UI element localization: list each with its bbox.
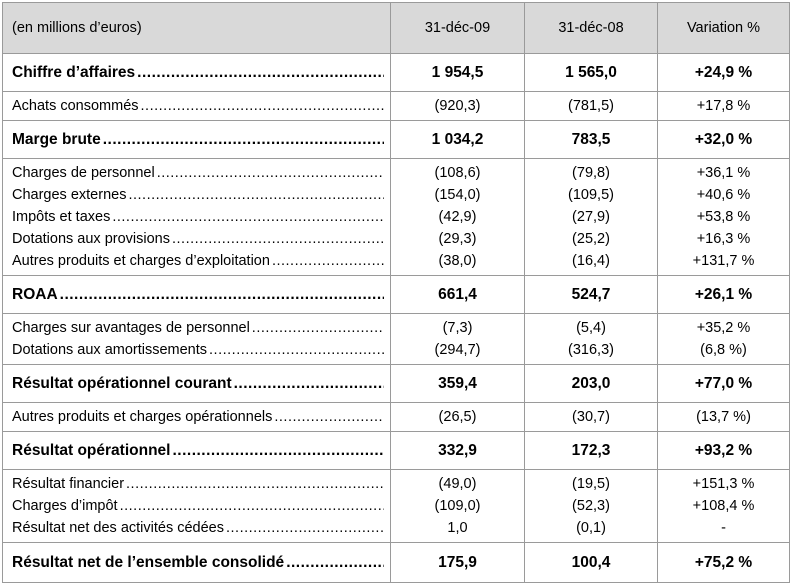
row-value-2008: (19,5) (572, 476, 610, 492)
row-value-2009: 1 954,5 (431, 63, 484, 81)
row-roaa (3, 276, 790, 314)
row-value-2008: (25,2) (572, 231, 610, 247)
row-label: Charges externes (12, 187, 127, 203)
row-label: Résultat opérationnel (12, 441, 171, 459)
row-group-financier (3, 470, 790, 543)
row-variation: +26,1 % (694, 285, 753, 303)
row-variation: +151,3 % (692, 476, 755, 492)
row-variation: +40,6 % (696, 187, 751, 203)
row-value-2008: (27,9) (572, 209, 610, 225)
row-variation: +24,9 % (694, 63, 753, 81)
row-variation: +17,8 % (696, 98, 751, 114)
row-variation: +75,2 % (694, 553, 753, 571)
row-group-charges (3, 159, 790, 276)
row-group-amortissements (3, 314, 790, 365)
row-value-2008: (79,8) (572, 165, 610, 181)
row-value-2008: 100,4 (571, 553, 611, 571)
row-variation: +32,0 % (694, 130, 753, 148)
row-label: Dotations aux provisions (12, 231, 170, 247)
header-row (3, 3, 790, 54)
row-label: Résultat opérationnel courant (12, 374, 232, 392)
row-resultat-operationnel-courant (3, 365, 790, 403)
row-label: Autres produits et charges d’exploitation (12, 253, 270, 269)
row-marge-brute (3, 121, 790, 159)
row-label: Achats consommés (12, 98, 139, 114)
row-label: Résultat financier (12, 476, 125, 492)
row-label: Chiffre d’affaires (12, 63, 136, 81)
row-value-2009: (42,9) (438, 209, 477, 225)
row-value-2009: 175,9 (438, 553, 477, 571)
row-variation: +53,8 % (696, 209, 751, 225)
row-value-2009: (294,7) (434, 342, 481, 358)
row-achats (3, 92, 790, 121)
row-label: Résultat net des activités cédées (12, 520, 224, 536)
row-value-2008: (109,5) (568, 187, 614, 203)
row-value-2009: 359,4 (438, 374, 477, 392)
row-value-2008: (30,7) (572, 409, 610, 425)
row-label: Charges sur avantages de personnel (12, 320, 250, 336)
row-value-2009: (920,3) (434, 98, 481, 114)
header-label: (en millions d’euros) (3, 3, 391, 54)
row-value-2008: (0,1) (576, 520, 606, 536)
row-label: Charges de personnel (12, 165, 155, 181)
row-resultat-operationnel (3, 432, 790, 470)
row-value-2008: (16,4) (572, 253, 610, 269)
row-variation: (13,7 %) (696, 409, 751, 425)
row-label: Autres produits et charges opérationnels (12, 409, 273, 425)
row-label: Impôts et taxes (12, 209, 111, 225)
row-resultat-net (3, 543, 790, 583)
row-label: ROAA (12, 285, 58, 303)
row-value-2009: (49,0) (438, 476, 477, 492)
row-value-2008: 524,7 (571, 285, 611, 303)
row-label: Dotations aux amortissements (12, 342, 208, 358)
header-col-2008: 31-déc-08 (525, 3, 658, 54)
row-value-2009: (38,0) (438, 253, 477, 269)
row-variation: +16,3 % (696, 231, 751, 247)
row-autres-operationnels (3, 403, 790, 432)
row-value-2008: (316,3) (568, 342, 614, 358)
header-col-variation: Variation % (658, 3, 790, 54)
row-variation: +93,2 % (694, 441, 753, 459)
row-variation: +35,2 % (696, 320, 751, 336)
row-value-2009: (29,3) (438, 231, 477, 247)
row-value-2009: (26,5) (438, 409, 477, 425)
row-label: Charges d’impôt (12, 498, 118, 514)
income-statement-table (2, 2, 790, 583)
row-value-2008: (52,3) (572, 498, 610, 514)
row-value-2008: 172,3 (571, 441, 611, 459)
row-label: Résultat net de l’ensemble consolidé (12, 553, 285, 571)
row-value-2009: (108,6) (434, 165, 481, 181)
row-variation: (6,8 %) (700, 342, 747, 358)
row-variation: +77,0 % (694, 374, 753, 392)
row-value-2009: 661,4 (438, 285, 477, 303)
row-variation: +131,7 % (692, 253, 755, 269)
row-value-2009: (109,0) (434, 498, 481, 514)
row-value-2009: (154,0) (434, 187, 481, 203)
row-value-2008: (5,4) (576, 320, 606, 336)
row-value-2008: 783,5 (571, 130, 611, 148)
row-variation: +36,1 % (696, 165, 751, 181)
row-value-2009: 332,9 (438, 441, 477, 459)
row-variation: - (721, 520, 726, 536)
row-chiffre-affaires (3, 54, 790, 92)
header-col-2009: 31-déc-09 (391, 3, 525, 54)
row-value-2008: 203,0 (571, 374, 611, 392)
row-label: Marge brute (12, 130, 101, 148)
row-value-2008: (781,5) (568, 98, 614, 114)
row-value-2009: (7,3) (442, 320, 473, 336)
row-value-2009: 1 034,2 (431, 130, 484, 148)
row-value-2009: 1,0 (447, 520, 468, 536)
row-variation: +108,4 % (692, 498, 755, 514)
row-value-2008: 1 565,0 (565, 63, 617, 81)
